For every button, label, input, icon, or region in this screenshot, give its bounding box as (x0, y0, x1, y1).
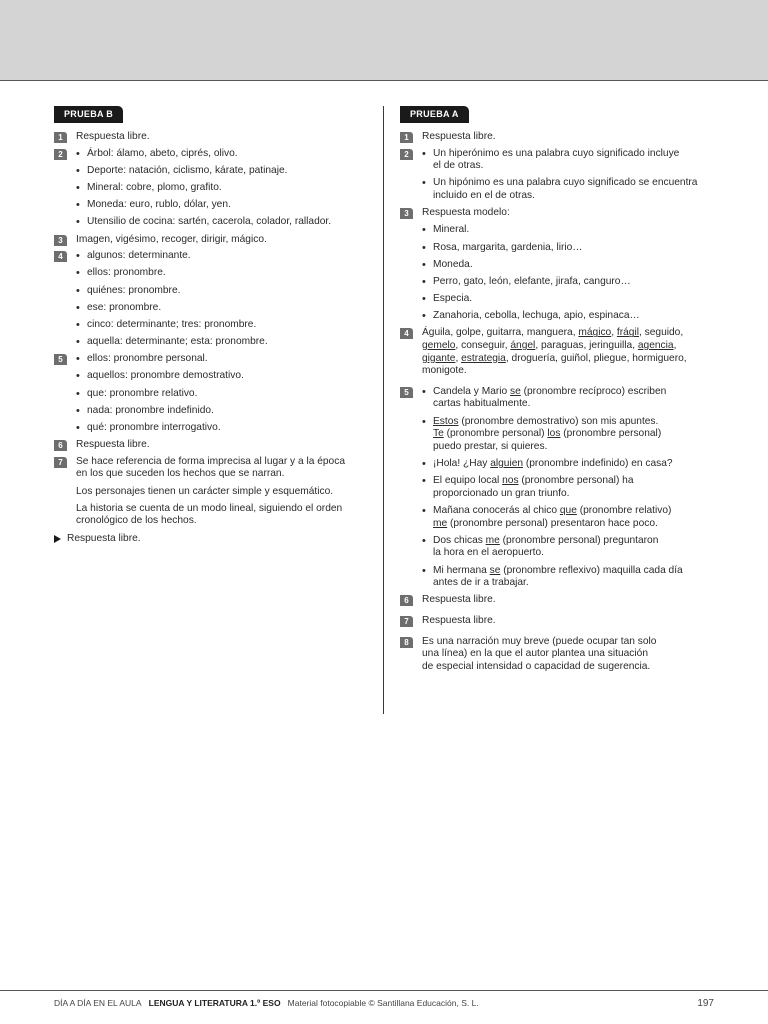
list-item: • aquellos: pronombre demostrativo. (76, 370, 364, 383)
list-item: • ellos: pronombre. (76, 267, 364, 280)
question-number: 3 (400, 208, 413, 219)
list-item: • Zanahoria, cebolla, lechuga, apio, espinaca… (422, 310, 718, 323)
list-item: • Mi hermana se (pronombre reflexivo) maquilla cada día antes de ir a trabajar. (422, 565, 718, 590)
list-item: • ese: pronombre. (76, 302, 364, 315)
page-footer (54, 998, 714, 1008)
answer-4 (54, 250, 364, 349)
list-item: • Especia. (422, 293, 718, 306)
footer-book-title: LENGUA Y LITERATURA 1.º ESO (148, 998, 281, 1008)
answer-3: 3 Imagen, vigésimo, recoger, dirigir, mágico. (54, 234, 364, 247)
list-item: • El equipo local nos (pronombre personal) ha proporcionado un gran triunfo. (422, 475, 718, 500)
list-item: • Mineral: cobre, plomo, grafito. (76, 182, 364, 195)
question-number: 6 (54, 440, 67, 451)
answer-7: 7 Respuesta libre. (400, 615, 718, 628)
question-number: 5 (54, 354, 67, 365)
list-item: • nada: pronombre indefinido. (76, 405, 364, 418)
badge-prueba-b: PRUEBA B (54, 106, 123, 123)
list-item: • ¡Hola! ¿Hay alguien (pronombre indefinido) en casa? (422, 458, 718, 471)
triangle-bullet-icon (54, 535, 61, 543)
list-item: • que: pronombre relativo. (76, 388, 364, 401)
answer-5 (54, 353, 364, 434)
question-number: 4 (400, 328, 413, 339)
answer-1: 1 Respuesta libre. (400, 131, 718, 144)
list-item: • Moneda: euro, rublo, dólar, yen. (76, 199, 364, 212)
list-item: • aquella: determinante; esta: pronombre. (76, 336, 364, 349)
question-number: 1 (400, 132, 413, 143)
answer-1: 1 Respuesta libre. (54, 131, 364, 144)
list-item: • Un hiperónimo es una palabra cuyo significado incluye el de otras. (422, 148, 718, 173)
answer-4: 4 Águila, golpe, guitarra, manguera, mágico, frágil, seguido, gemelo, conseguir, ángel, paraguas, jeringuilla, agencia, gigante, estrategia, droguería, guiñol, pliegue, hormiguero, monigote. (400, 327, 718, 377)
list-item: • Mañana conocerás al chico que (pronombre relativo) me (pronombre personal) presentaron hace poco. (422, 505, 718, 530)
footer-rule (0, 990, 768, 991)
list-item: • ellos: pronombre personal. (76, 353, 364, 366)
list-item: • Utensilio de cocina: sartén, cacerola, colador, rallador. (76, 216, 364, 229)
page-number: 197 (697, 998, 714, 1009)
answer-6: 6 Respuesta libre. (400, 594, 718, 607)
answer-8: 8 Es una narración muy breve (puede ocupar tan solo una línea) en la que el autor plantea una situación de especial intensidad o capacidad de sugerencia. (400, 636, 718, 674)
question-number: 6 (400, 595, 413, 606)
question-number: 7 (54, 457, 67, 468)
column-divider (383, 106, 384, 714)
question-number: 8 (400, 637, 413, 648)
answer-2 (400, 148, 718, 203)
list-item: • Rosa, margarita, gardenia, lirio… (422, 242, 718, 255)
list-item: • Candela y Mario se (pronombre recíproco) escriben cartas habitualmente. (422, 386, 718, 411)
answer-3: 3 Respuesta modelo: • Mineral. • Rosa, margarita, gardenia, lirio… • Moneda. • Perro, gato, león, elefante, jirafa, canguro… • Especia. • Zanahoria, cebolla, lechuga, apio, espinaca… (400, 207, 718, 323)
question-number: 5 (400, 387, 413, 398)
list-item: • qué: pronombre interrogativo. (76, 422, 364, 435)
list-item: • Mineral. (422, 224, 718, 237)
extension-answer: Respuesta libre. (54, 533, 364, 546)
question-number: 2 (400, 149, 413, 160)
paragraph: Los personajes tienen un carácter simple y esquemático. (76, 485, 334, 497)
question-number: 3 (54, 235, 67, 246)
answer-2 (54, 148, 364, 229)
column-prueba-b (54, 106, 364, 549)
list-item: • cinco: determinante; tres: pronombre. (76, 319, 364, 332)
question-number: 2 (54, 149, 67, 160)
answer-7 (54, 456, 364, 545)
question-number: 4 (54, 251, 67, 262)
header-band (0, 0, 768, 81)
list-item: • Moneda. (422, 259, 718, 272)
question-number: 7 (400, 616, 413, 627)
footer-series: DÍA A DÍA EN EL AULA (54, 998, 142, 1008)
list-item: • algunos: determinante. (76, 250, 364, 263)
list-item: • Un hipónimo es una palabra cuyo significado se encuentra incluido en el de otras. (422, 177, 718, 202)
paragraph: La historia se cuenta de un modo lineal, siguiendo el orden cronológico de los hechos. (76, 502, 343, 527)
answer-6: 6 Respuesta libre. (54, 439, 364, 452)
badge-prueba-a: PRUEBA A (400, 106, 469, 123)
list-item: • Estos (pronombre demostrativo) son mis apuntes. Te (pronombre personal) los (pronombre personal) puedo prestar, si quieres. (422, 416, 718, 454)
paragraph: Se hace referencia de forma imprecisa al lugar y a la época en los que suceden los hechos que se narran. (76, 455, 345, 480)
list-item: • Deporte: natación, ciclismo, kárate, patinaje. (76, 165, 364, 178)
column-prueba-a (400, 106, 718, 677)
list-item: • quiénes: pronombre. (76, 285, 364, 298)
question-number: 1 (54, 132, 67, 143)
list-item: • Dos chicas me (pronombre personal) preguntaron la hora en el aeropuerto. (422, 535, 718, 560)
list-item: • Árbol: álamo, abeto, ciprés, olivo. (76, 148, 364, 161)
answer-5 (400, 386, 718, 590)
list-item: • Perro, gato, león, elefante, jirafa, canguro… (422, 276, 718, 289)
footer-copyright: Material fotocopiable © Santillana Educación, S. L. (287, 998, 479, 1008)
